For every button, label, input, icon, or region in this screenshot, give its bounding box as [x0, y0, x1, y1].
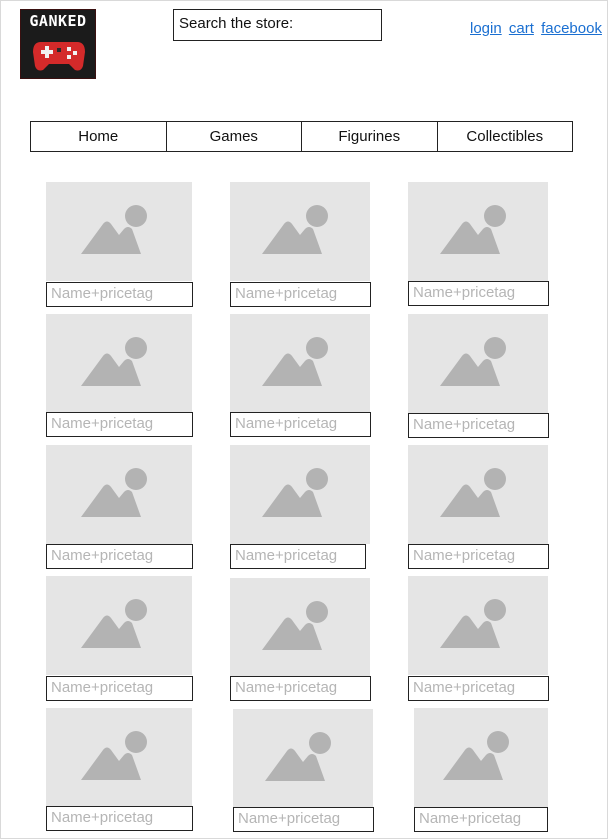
- product-image[interactable]: [230, 314, 370, 413]
- header-links: [470, 20, 605, 37]
- search-input[interactable]: [173, 9, 382, 41]
- product-name-price[interactable]: Name+pricetag: [46, 544, 193, 569]
- product-image[interactable]: [46, 182, 192, 281]
- product-image[interactable]: [46, 314, 192, 413]
- product-image[interactable]: [408, 182, 548, 281]
- product-name-price[interactable]: Name+pricetag: [408, 676, 549, 701]
- nav-home[interactable]: Home: [30, 121, 167, 152]
- product-name-price[interactable]: Name+pricetag: [230, 544, 366, 569]
- product-image[interactable]: [233, 709, 373, 808]
- search-label: Search the store:: [179, 15, 294, 32]
- product-image[interactable]: [408, 576, 548, 675]
- product-name-price[interactable]: Name+pricetag: [233, 807, 374, 832]
- product-image[interactable]: [46, 445, 192, 544]
- nav-figurines[interactable]: Figurines: [301, 121, 438, 152]
- product-name-price[interactable]: Name+pricetag: [46, 676, 193, 701]
- product-name-price[interactable]: Name+pricetag: [408, 544, 549, 569]
- product-name-price[interactable]: Name+pricetag: [414, 807, 548, 832]
- facebook-link[interactable]: facebook: [541, 20, 602, 37]
- product-image[interactable]: [408, 314, 548, 413]
- product-image[interactable]: [230, 182, 370, 281]
- product-name-price[interactable]: Name+pricetag: [46, 412, 193, 437]
- product-image[interactable]: [46, 708, 192, 807]
- product-image[interactable]: [414, 708, 548, 807]
- login-link[interactable]: login: [470, 20, 502, 37]
- product-name-price[interactable]: Name+pricetag: [230, 676, 371, 701]
- main-nav: [30, 121, 573, 152]
- product-name-price[interactable]: Name+pricetag: [46, 282, 193, 307]
- product-name-price[interactable]: Name+pricetag: [230, 412, 371, 437]
- logo[interactable]: [20, 9, 96, 79]
- product-name-price[interactable]: Name+pricetag: [408, 281, 549, 306]
- nav-collectibles[interactable]: Collectibles: [437, 121, 574, 152]
- gamepad-icon: [31, 34, 87, 74]
- logo-text: GANKED: [29, 12, 87, 30]
- product-name-price[interactable]: Name+pricetag: [230, 282, 371, 307]
- cart-link[interactable]: cart: [508, 20, 534, 37]
- product-name-price[interactable]: Name+pricetag: [46, 806, 193, 831]
- product-image[interactable]: [230, 445, 370, 544]
- product-image[interactable]: [408, 445, 548, 544]
- product-name-price[interactable]: Name+pricetag: [408, 413, 549, 438]
- nav-games[interactable]: Games: [166, 121, 303, 152]
- product-image[interactable]: [46, 576, 192, 675]
- product-image[interactable]: [230, 578, 370, 677]
